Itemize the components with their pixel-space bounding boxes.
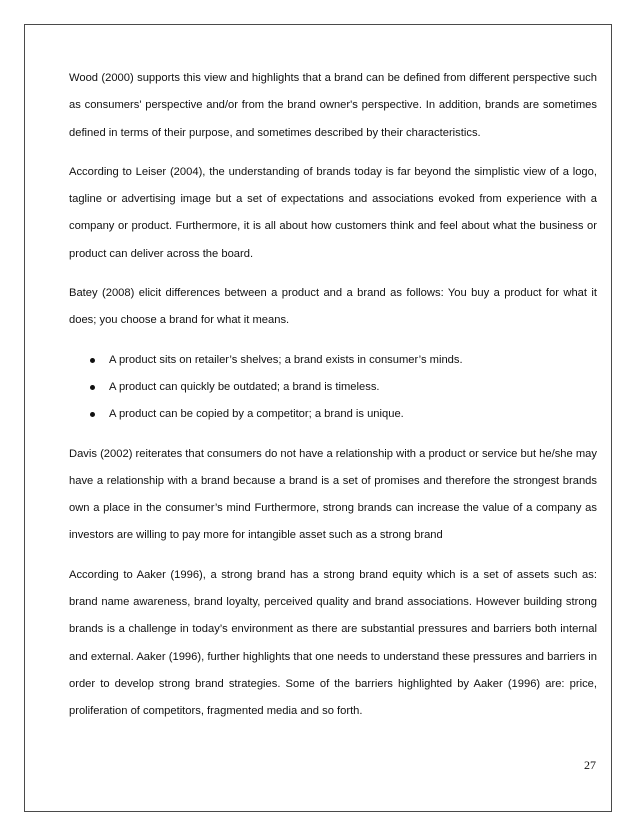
list-item-text: A product can be copied by a competitor; a brand is unique. (109, 408, 404, 421)
bullet-icon (90, 412, 95, 417)
list-item (69, 401, 597, 428)
list-item (69, 347, 597, 374)
bullet-icon (90, 385, 95, 390)
document-body (69, 65, 597, 738)
paragraph-davis: Davis (2002) reiterates that consumers do not have a relationship with a product or service but he/she may have a relationship with a brand because a brand is a set of promises and therefore the strongest brands own a place in the consumer’s mind Furthermore, strong brands can increase the value of a company as investors are willing to pay more for intangible asset such as a strong brand (69, 447, 597, 542)
paragraph-wood: Wood (2000) supports this view and highlights that a brand can be defined from different perspective such as consumers' perspective and/or from the brand owner's perspective. In addition, brands are sometimes defined in terms of their purpose, and sometimes described by their characteristics. (69, 72, 597, 139)
paragraph-leiser: According to Leiser (2004), the understanding of brands today is far beyond the simplistic view of a logo, tagline or advertising image but a set of expectations and associations evoked from experience with a company or product. Furthermore, it is all about how customers think and feel about what the business or product can deliver across the board. (69, 165, 597, 260)
bullet-list (69, 347, 597, 429)
list-item-text: A product sits on retailer’s shelves; a brand exists in consumer’s minds. (109, 353, 463, 366)
bullet-icon (90, 358, 95, 363)
paragraph-aaker: According to Aaker (1996), a strong brand has a strong brand equity which is a set of assets such as: brand name awareness, brand loyalty, perceived quality and brand associations. However building strong brands is a challenge in today’s environment as there are substantial pressures and barriers both internal and external. Aaker (1996), further highlights that one needs to understand these pressures and barriers in order to develop strong brand strategies. Some of the barriers highlighted by Aaker (1996) are: price, proliferation of competitors, fragmented media and so forth. (69, 568, 597, 718)
list-item-text: A product can quickly be outdated; a brand is timeless. (109, 380, 380, 393)
paragraph-batey: Batey (2008) elicit differences between a product and a brand as follows: You buy a product for what it does; you choose a brand for what it means. (69, 287, 597, 327)
list-item (69, 374, 597, 401)
page-number: 27 (584, 758, 596, 772)
